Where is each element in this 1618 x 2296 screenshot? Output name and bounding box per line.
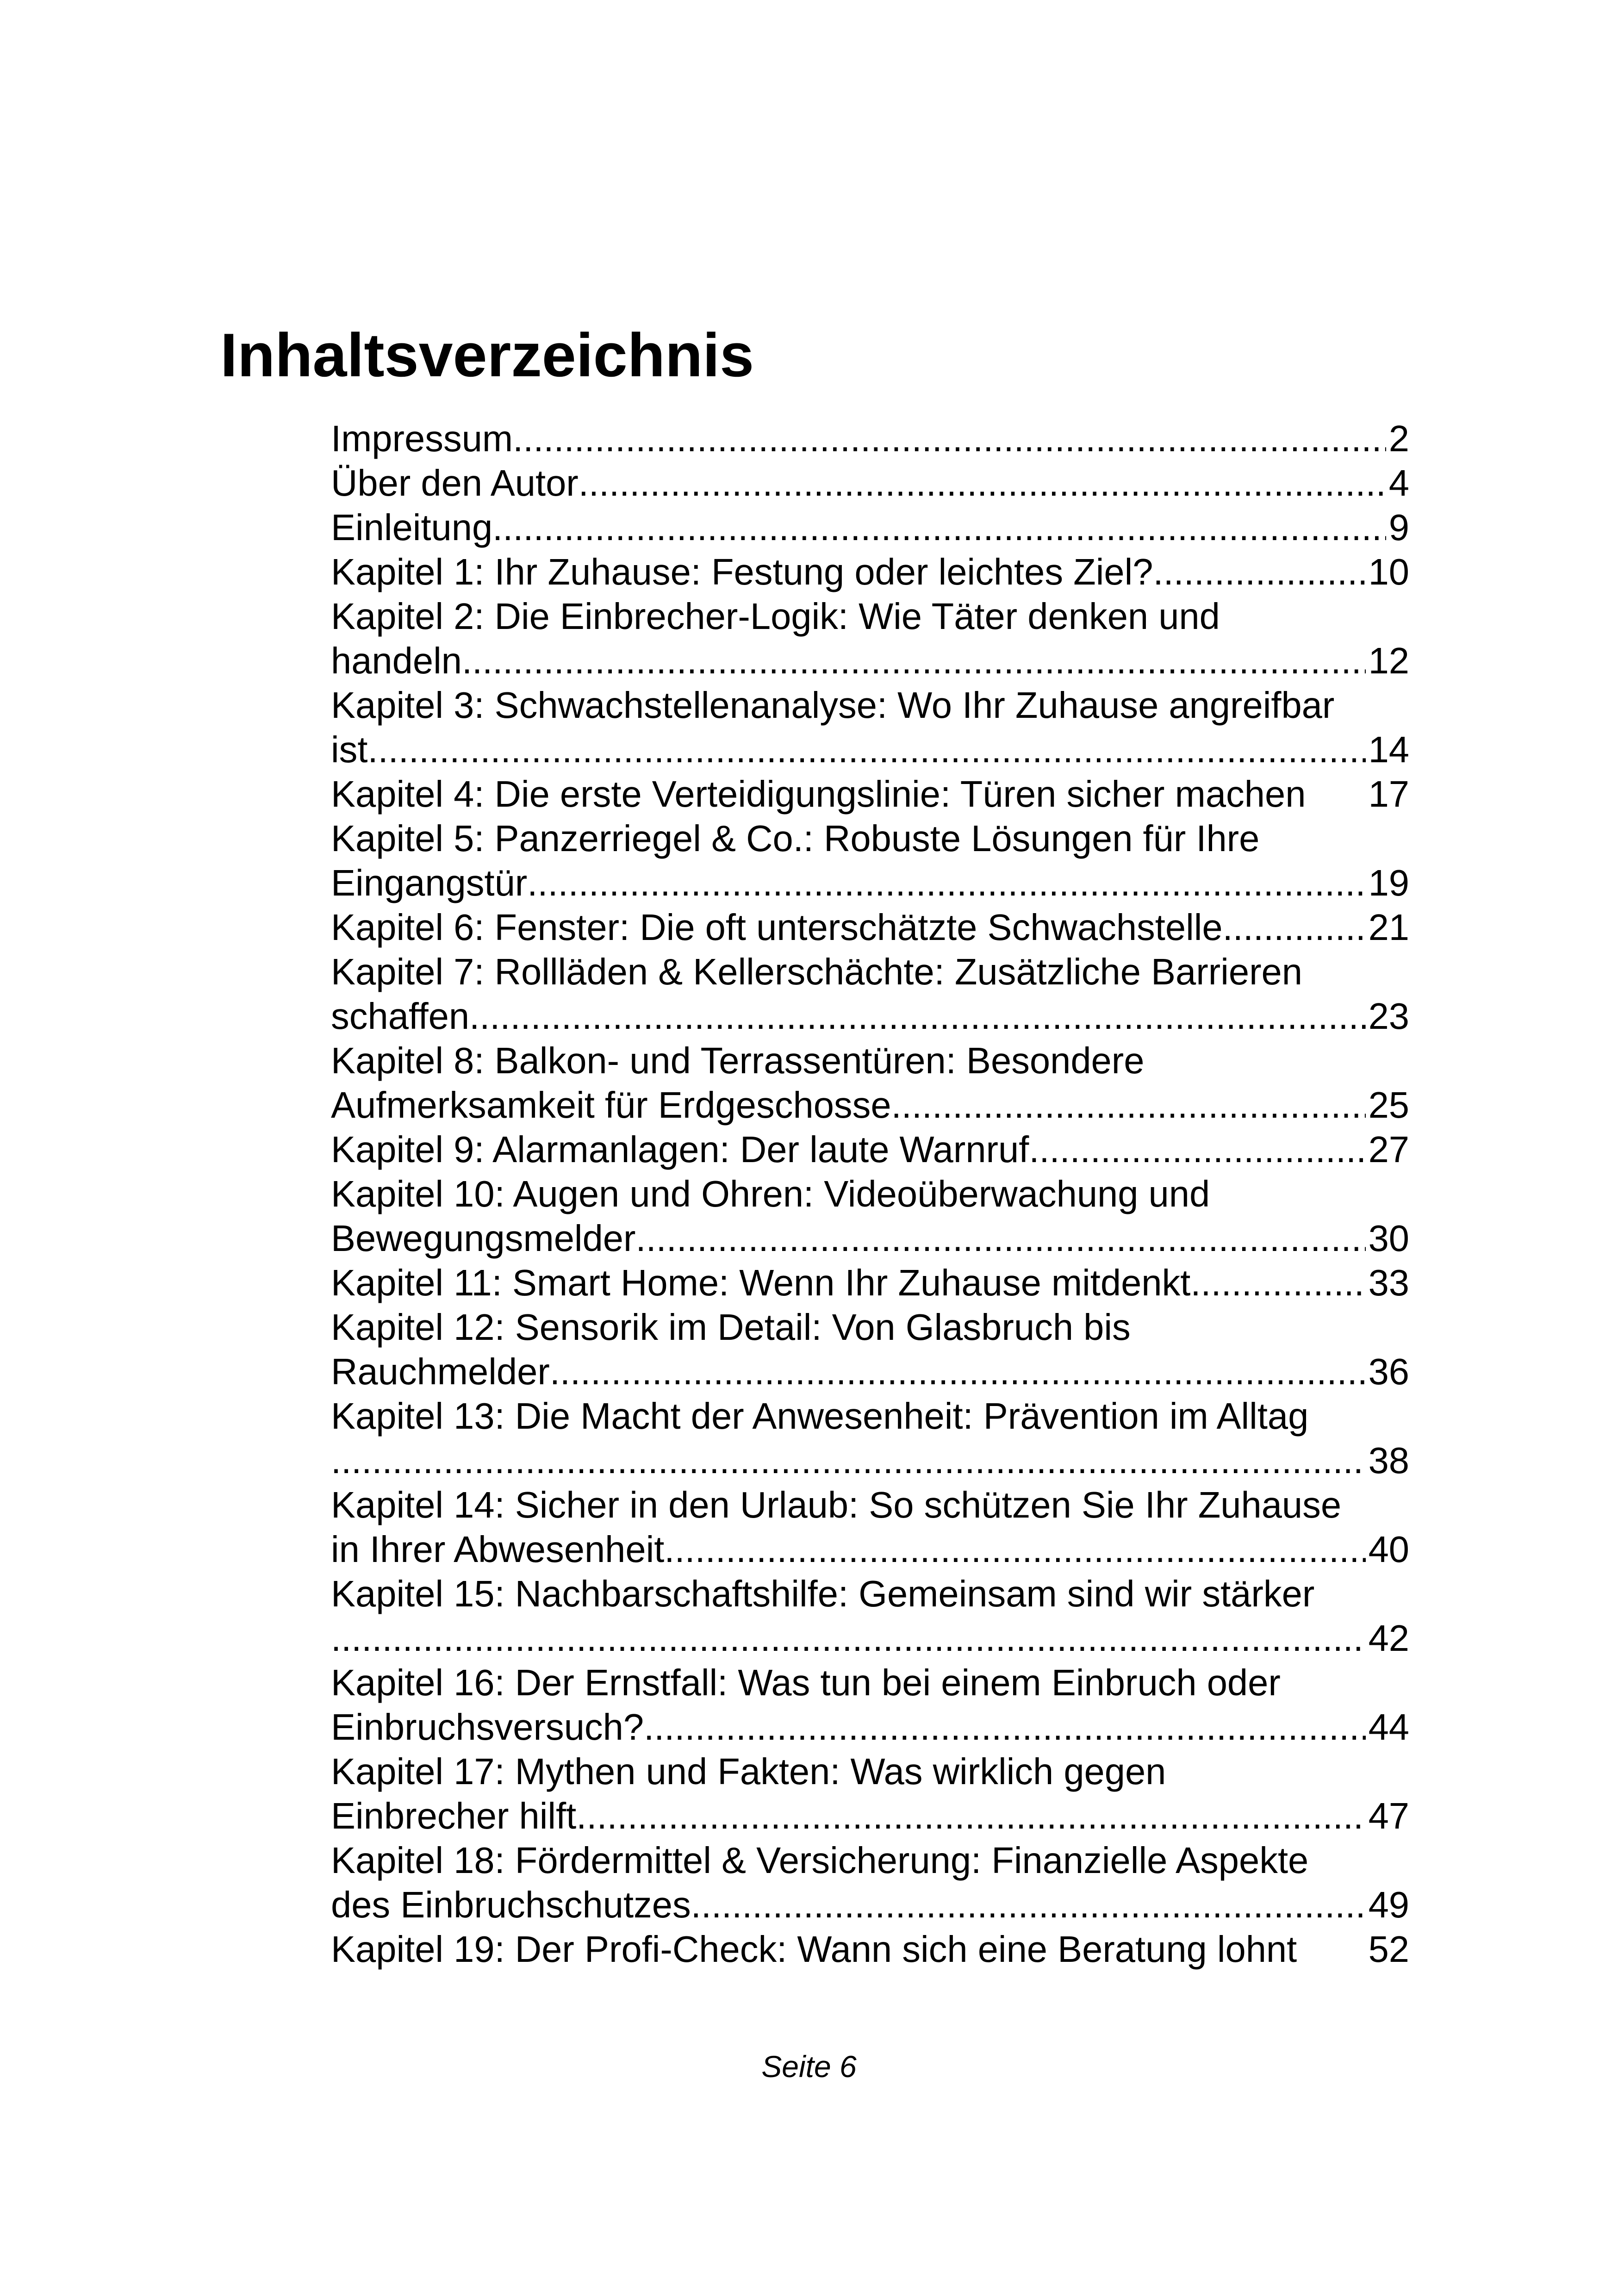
page-title: Inhaltsverzeichnis: [220, 321, 754, 390]
toc-entry[interactable]: [331, 816, 1409, 905]
toc-entry[interactable]: [331, 594, 1409, 683]
toc-entry-label: Kapitel 1: Ihr Zuhause: Festung oder leichtes Ziel?: [331, 551, 1153, 592]
toc-entry-line: [331, 1216, 1409, 1261]
toc-dot-leader: [691, 1883, 1366, 1927]
toc-entry-title-line: Kapitel 8: Balkon- und Terrassentüren: Besondere: [331, 1040, 1145, 1081]
toc-entry-title-line: Kapitel 5: Panzerriegel & Co.: Robuste Lösungen für Ihre: [331, 818, 1260, 859]
toc-dot-leader: [469, 994, 1365, 1039]
toc-entry-label: handeln: [331, 640, 462, 681]
toc-entry-line: [331, 994, 1409, 1039]
toc-page-number: 38: [1368, 1440, 1409, 1481]
toc-entry-line: [331, 1705, 1409, 1749]
toc-entry-title-line: Kapitel 14: Sicher in den Urlaub: So schützen Sie Ihr Zuhause: [331, 1484, 1342, 1525]
toc-dot-leader: [492, 505, 1386, 550]
toc-page-number: 33: [1368, 1262, 1409, 1303]
toc-dot-leader: [1029, 1127, 1365, 1172]
toc-entry[interactable]: [331, 417, 1409, 461]
toc-entry[interactable]: [331, 505, 1409, 550]
toc-page-number: 42: [1368, 1618, 1409, 1659]
toc-dot-leader: [579, 461, 1386, 505]
toc-entry-label: Kapitel 6: Fenster: Die oft unterschätzte Schwachstelle: [331, 907, 1223, 948]
toc-dot-leader: [331, 1438, 1366, 1483]
toc-entry-title-line: Kapitel 12: Sensorik im Detail: Von Glasbruch bis: [331, 1307, 1131, 1348]
toc-entry-line: [331, 1438, 1409, 1483]
toc-dot-leader: [576, 1794, 1365, 1838]
toc-dot-leader: [527, 861, 1365, 905]
toc-entry-label: Rauchmelder: [331, 1351, 550, 1392]
toc-page-number: 23: [1368, 996, 1409, 1037]
page-number-footer: Seite 6: [761, 2049, 857, 2084]
toc-entry-line: [331, 1883, 1409, 1927]
toc-page-number: 40: [1368, 1529, 1409, 1570]
toc-entry-label: Impressum: [331, 418, 513, 459]
toc-page-number: 2: [1388, 418, 1409, 459]
toc-entry-label: Kapitel 11: Smart Home: Wenn Ihr Zuhause mitdenkt: [331, 1262, 1191, 1303]
toc-page-number: 4: [1388, 462, 1409, 504]
toc-page-number: 19: [1368, 862, 1409, 903]
toc-entry-line: [331, 1127, 1409, 1172]
toc-entry[interactable]: [331, 550, 1409, 594]
toc-entry-label: Aufmerksamkeit für Erdgeschosse: [331, 1084, 891, 1126]
toc-entry-line: [331, 1527, 1409, 1572]
toc-entry[interactable]: [331, 772, 1409, 816]
toc-entry-line: [331, 1927, 1409, 1972]
toc-entry[interactable]: [331, 1661, 1409, 1749]
toc-entry-line: [331, 417, 1409, 461]
toc-entry[interactable]: [331, 1039, 1409, 1127]
toc-entry[interactable]: [331, 905, 1409, 950]
toc-entry-title-line: Kapitel 10: Augen und Ohren: Videoüberwachung und: [331, 1173, 1210, 1214]
toc-page-number: 14: [1368, 729, 1409, 770]
toc-dot-leader: [891, 1083, 1366, 1127]
toc-dot-leader: [644, 1705, 1365, 1749]
toc-dot-leader: [664, 1527, 1365, 1572]
toc-entry-line: [331, 772, 1409, 816]
toc-entry-label: schaffen: [331, 996, 470, 1037]
toc-entry-label: Einbrecher hilft: [331, 1795, 577, 1836]
toc-page-number: 25: [1368, 1084, 1409, 1126]
toc-entry-label: Einbruchsversuch?: [331, 1706, 644, 1748]
toc-entry-line: [331, 461, 1409, 505]
toc-entry-title-line: Kapitel 17: Mythen und Fakten: Was wirklich gegen: [331, 1751, 1166, 1792]
toc-entry-line: [331, 861, 1409, 905]
toc-page-number: 47: [1368, 1795, 1409, 1836]
toc-entry-line: [331, 505, 1409, 550]
toc-entry-line: [331, 1083, 1409, 1127]
toc-page-number: 27: [1368, 1129, 1409, 1170]
toc-entry-label: Kapitel 9: Alarmanlagen: Der laute Warnruf: [331, 1129, 1029, 1170]
toc-entry[interactable]: [331, 1261, 1409, 1305]
toc-dot-leader: [331, 1616, 1366, 1661]
toc-dot-leader: [1153, 550, 1365, 594]
toc-entry[interactable]: [331, 1483, 1409, 1572]
toc-dot-leader: [1223, 905, 1366, 950]
toc-entry-label: Eingangstür: [331, 862, 528, 903]
toc-dot-leader: [368, 728, 1366, 772]
toc-dot-leader: [550, 1350, 1366, 1394]
toc-dot-leader: [1190, 1261, 1365, 1305]
toc-entry[interactable]: [331, 1394, 1409, 1483]
toc-entry-title-line: Kapitel 2: Die Einbrecher-Logik: Wie Täter denken und: [331, 596, 1220, 637]
toc-entry-line: [331, 728, 1409, 772]
toc-dot-leader: [462, 639, 1366, 683]
toc-entry-title-line: Kapitel 18: Fördermittel & Versicherung: Finanzielle Aspekte: [331, 1840, 1309, 1881]
toc-page-number: 52: [1368, 1929, 1409, 1970]
toc-entry[interactable]: [331, 950, 1409, 1039]
toc-entry-title-line: Kapitel 15: Nachbarschaftshilfe: Gemeinsam sind wir stärker: [331, 1573, 1315, 1614]
toc-entry[interactable]: [331, 683, 1409, 772]
toc-entry-label: Bewegungsmelder: [331, 1218, 636, 1259]
toc-entry-label: in Ihrer Abwesenheit: [331, 1529, 665, 1570]
toc-page-number: 21: [1368, 907, 1409, 948]
toc-page-number: 10: [1368, 551, 1409, 592]
toc-entry-line: [331, 1261, 1409, 1305]
toc-entry-title-line: Kapitel 13: Die Macht der Anwesenheit: Prävention im Alltag: [331, 1395, 1309, 1437]
toc-entry-title-line: Kapitel 16: Der Ernstfall: Was tun bei einem Einbruch oder: [331, 1662, 1281, 1703]
toc-page-number: 36: [1368, 1351, 1409, 1392]
toc-entry-label: Einleitung: [331, 507, 493, 548]
toc-entry-line: [331, 905, 1409, 950]
toc-entry-title-line: Kapitel 3: Schwachstellenanalyse: Wo Ihr Zuhause angreifbar: [331, 684, 1335, 726]
toc-entry[interactable]: [331, 461, 1409, 505]
toc-page-number: 30: [1368, 1218, 1409, 1259]
toc-entry-label: Über den Autor: [331, 462, 579, 504]
toc-entry[interactable]: [331, 1127, 1409, 1172]
toc-entry-line: [331, 1794, 1409, 1838]
toc-entry[interactable]: [331, 1927, 1409, 1972]
toc-entry[interactable]: [331, 1572, 1409, 1661]
toc-entry-line: [331, 1616, 1409, 1661]
toc-entry[interactable]: [331, 1838, 1409, 1927]
toc-page-number: 17: [1368, 773, 1409, 815]
toc-entry-title-line: Kapitel 7: Rollläden & Kellerschächte: Zusätzliche Barrieren: [331, 951, 1302, 992]
toc-entry-line: [331, 1350, 1409, 1394]
toc-entry-label: Kapitel 19: Der Profi-Check: Wann sich eine Beratung lohnt: [331, 1929, 1297, 1970]
table-of-contents: [331, 417, 1409, 1972]
toc-page-number: 44: [1368, 1706, 1409, 1748]
toc-entry-label: des Einbruchschutzes: [331, 1884, 691, 1925]
toc-dot-leader: [635, 1216, 1365, 1261]
toc-entry[interactable]: [331, 1172, 1409, 1261]
toc-dot-leader: [513, 417, 1386, 461]
toc-entry-line: [331, 550, 1409, 594]
toc-page-number: 9: [1388, 507, 1409, 548]
toc-entry[interactable]: [331, 1749, 1409, 1838]
toc-page-number: 12: [1368, 640, 1409, 681]
toc-entry-line: [331, 639, 1409, 683]
toc-page-number: 49: [1368, 1884, 1409, 1925]
toc-entry-label: Kapitel 4: Die erste Verteidigungslinie: Türen sicher machen: [331, 773, 1306, 815]
toc-entry-label: ist: [331, 729, 368, 770]
toc-entry[interactable]: [331, 1305, 1409, 1394]
